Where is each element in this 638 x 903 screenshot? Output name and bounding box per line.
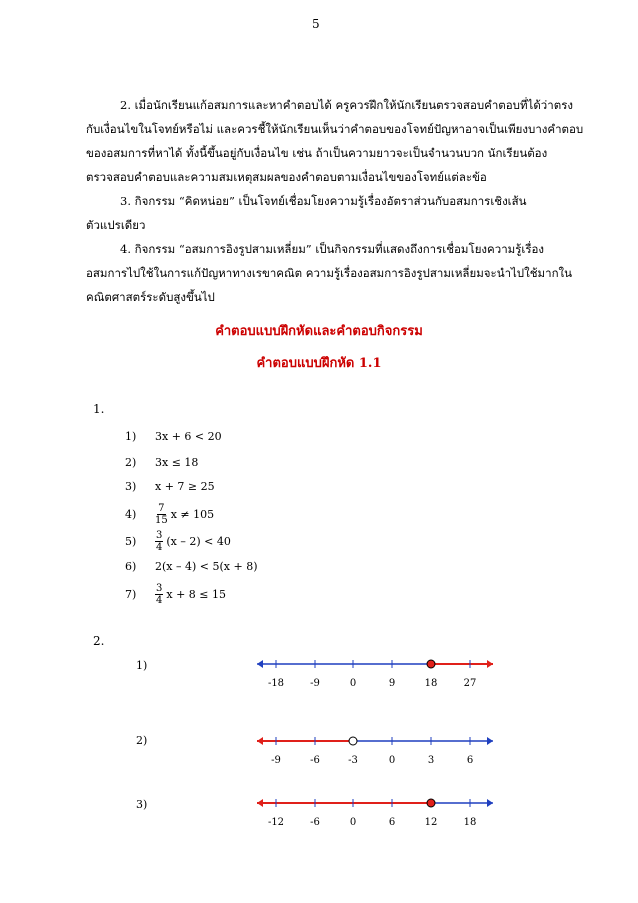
fraction-denominator: 4 — [156, 542, 163, 553]
inequality-expression: (x – 2) < 40 — [166, 535, 231, 548]
number-line-label: 2) — [136, 734, 148, 747]
inequality-item — [125, 503, 214, 526]
number-line — [250, 795, 510, 835]
inequality-item — [125, 583, 226, 606]
paragraph-line: ของอสมการที่หาได้ ทั้งนี้ขึ้นอยู่กับเงื่อนไข เช่น ถ้าเป็นความยาวจะเป็นจำนวนบวก นักเรียนต้อง — [86, 146, 548, 160]
inequality-expression: 3x ≤ 18 — [155, 456, 199, 469]
tick-label: 6 — [388, 817, 396, 828]
paragraph-line: ตัวแปรเดียว — [86, 218, 146, 232]
inequality-item — [125, 560, 257, 573]
tick-label: 0 — [349, 678, 357, 689]
fraction — [155, 583, 163, 606]
item-number: 6) — [125, 560, 137, 573]
tick-label: 3 — [427, 755, 435, 766]
right-arrowhead — [487, 737, 493, 745]
tick-label: -6 — [310, 817, 320, 828]
paragraph-line: กับเงื่อนไขในโจทย์หรือไม่ และควรชี้ให้นักเรียนเห็นว่าคำตอบของโจทย์ปัญหาอาจเป็นเพียงบางคำตอบ — [86, 122, 584, 136]
paragraph-line: อสมการไปใช้ในการแก้ปัญหาทางเรขาคณิต ความรู้เรื่องอสมการอิงรูปสามเหลี่ยมจะนำไปใช้มากใน — [86, 266, 573, 280]
fraction — [155, 530, 163, 553]
fraction-denominator: 15 — [155, 515, 168, 526]
tick-label: 18 — [424, 678, 438, 689]
left-arrowhead — [257, 737, 263, 745]
question-2-label: 2. — [93, 634, 105, 648]
inequality-item — [125, 456, 198, 469]
inequality-item — [125, 480, 215, 493]
tick-label: 9 — [388, 678, 396, 689]
item-number: 7) — [125, 588, 137, 601]
paragraph-line: 4. กิจกรรม “อสมการอิงรูปสามเหลี่ยม” เป็นกิจกรรมที่แสดงถึงการเชื่อมโยงความรู้เรื่อง — [120, 242, 545, 256]
fraction-denominator: 4 — [156, 595, 163, 606]
inequality-expression: 2(x – 4) < 5(x + 8) — [155, 560, 258, 573]
closed-endpoint — [427, 660, 435, 668]
tick-label: 0 — [349, 817, 357, 828]
tick-label: 12 — [424, 817, 438, 828]
right-arrowhead — [487, 799, 493, 807]
tick-label: 18 — [463, 817, 477, 828]
tick-label: -12 — [267, 817, 285, 828]
open-endpoint — [349, 737, 357, 745]
item-number: 3) — [125, 480, 137, 493]
paragraph-line: คณิตศาสตร์ระดับสูงขึ้นไป — [86, 290, 215, 304]
closed-endpoint — [427, 799, 435, 807]
inequality-expression: x + 7 ≥ 25 — [155, 480, 215, 493]
question-1-label: 1. — [93, 402, 105, 416]
tick-label: 27 — [463, 678, 477, 689]
right-arrowhead — [487, 660, 493, 668]
tick-label: 0 — [388, 755, 396, 766]
number-line — [250, 733, 510, 773]
inequality-item — [125, 430, 222, 443]
item-number: 2) — [125, 456, 137, 469]
number-line — [250, 656, 510, 696]
inequality-item — [125, 530, 231, 553]
item-number: 4) — [125, 508, 137, 521]
fraction-numerator: 7 — [158, 503, 165, 514]
paragraph-line: 3. กิจกรรม “คิดหน่อย” เป็นโจทย์เชื่อมโยงความรู้เรื่องอัตราส่วนกับอสมการเชิงเส้น — [120, 194, 527, 208]
page-number: 5 — [312, 17, 320, 31]
left-arrowhead — [257, 660, 263, 668]
number-line-label: 1) — [136, 659, 148, 672]
tick-label: -6 — [310, 755, 320, 766]
tick-label: -18 — [267, 678, 285, 689]
fraction — [155, 503, 168, 526]
inequality-expression: 3x + 6 < 20 — [155, 430, 222, 443]
left-arrowhead — [257, 799, 263, 807]
paragraph-line: 2. เมื่อนักเรียนแก้อสมการและหาคำตอบได้ ครูควรฝึกให้นักเรียนตรวจสอบคำตอบที่ได้ว่าตรง — [120, 98, 573, 112]
item-number: 1) — [125, 430, 137, 443]
paragraph-line: ตรวจสอบคำตอบและความสมเหตุสมผลของคำตอบตามเงื่อนไขของโจทย์แต่ละข้อ — [86, 170, 487, 184]
exercise-heading: คำตอบแบบฝึกหัด 1.1 — [256, 356, 382, 371]
item-number: 5) — [125, 535, 137, 548]
tick-label: -9 — [271, 755, 281, 766]
tick-label: -3 — [348, 755, 358, 766]
inequality-expression: x ≠ 105 — [170, 508, 215, 521]
fraction-numerator: 3 — [156, 530, 163, 541]
fraction-numerator: 3 — [156, 583, 163, 594]
number-line-label: 3) — [136, 798, 148, 811]
tick-label: 6 — [466, 755, 474, 766]
inequality-expression: x + 8 ≤ 15 — [166, 588, 226, 601]
tick-label: -9 — [310, 678, 320, 689]
answers-heading: คำตอบแบบฝึกหัดและคำตอบกิจกรรม — [215, 324, 423, 339]
